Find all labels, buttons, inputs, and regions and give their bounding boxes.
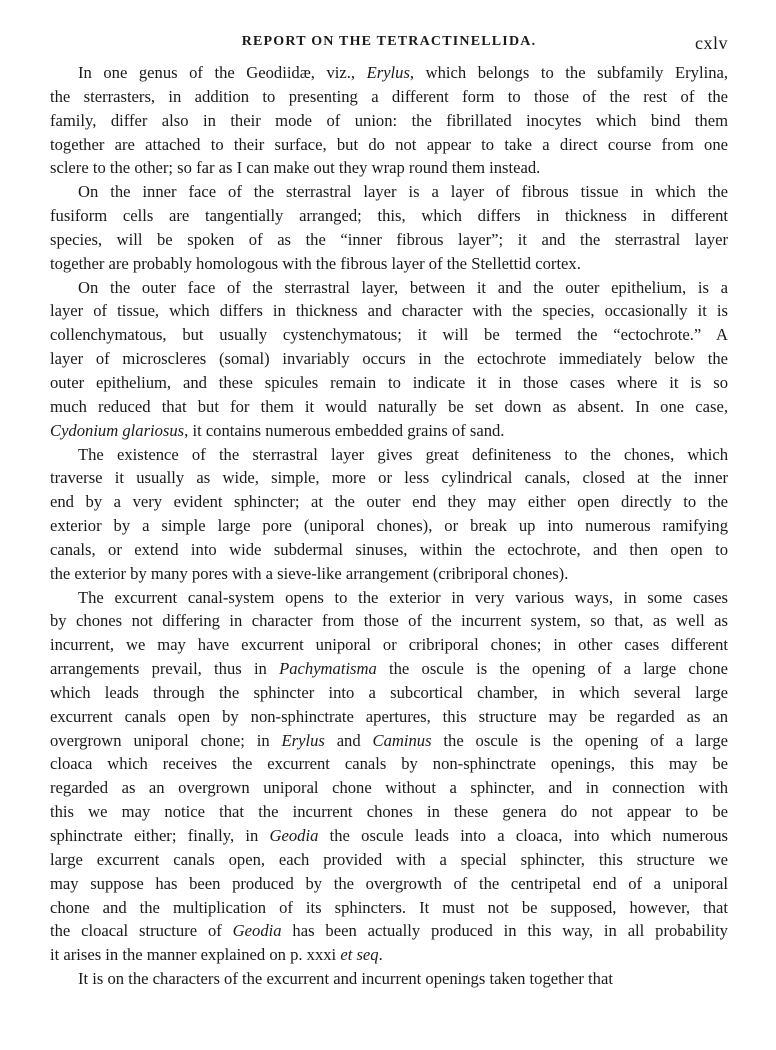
text-line [50,395,728,419]
text-segment: The excurrent canal-system opens to the exterior in very various ways, in some cases [78,587,728,607]
text-line [50,824,728,848]
text-segment: It is on the characters of the excurrent and incurrent openings taken together that [78,969,613,989]
text-segment: the sterrasters, in addition to presenting a different form to those of the rest of the [50,86,728,106]
running-title: REPORT ON THE TETRACTINELLIDA. [241,34,537,49]
text-line [50,609,728,633]
text-line [50,252,728,276]
text-segment: regarded as an overgrown uniporal chone without a sphincter, and in connection with [50,778,728,798]
text-segment: by chones not differing in character from those of the incurrent system, so that, as well as [50,611,728,631]
text-line [50,371,728,395]
paragraph [50,967,728,991]
text-segment: cloaca which receives the excurrent canals by non-sphinctrate openings, this may be [50,754,728,774]
text-segment: the cloacal structure of [50,921,233,941]
text-line [50,180,728,204]
paragraph [50,586,728,968]
text-line [50,562,728,586]
text-segment: outer epithelium, and these spicules remain to indicate it in those cases where it is so [50,372,728,392]
text-segment: excurrent canals open by non-sphinctrate apertures, this structure may be regarded as an [50,706,728,726]
text-segment: layer of tissue, which differs in thickness and character with the species, occasionally it is [50,301,728,321]
text-segment: arrangements prevail, thus in [50,659,280,679]
text-line [50,514,728,538]
text-segment: . [378,945,383,965]
text-segment: this we may notice that the incurrent chones in these genera do not appear to be [50,802,728,822]
text-line [50,943,728,967]
text-line [50,228,728,252]
text-segment: traverse it usually as wide, simple, more or less cylindrical canals, closed at the inner [50,468,728,488]
text-line [50,419,728,443]
text-segment: which leads through the sphincter into a subcortical chamber, in which several large [50,682,728,702]
text-line [50,800,728,824]
text-segment: end by a very evident sphincter; at the outer end they may either open directly to the [50,492,728,512]
text-line [50,443,728,467]
text-segment: and [324,730,373,750]
text-line [50,705,728,729]
text-line [50,633,728,657]
text-line [50,967,728,991]
text-line [50,729,728,753]
text-segment: , which belongs to the subfamily Erylina, [409,63,728,82]
page-number: cxlv [695,33,728,53]
text-segment: much reduced that but for them it would naturally be set down as absent. In one case, [50,396,728,416]
text-line [50,133,728,157]
text-segment: the oscule is the opening of a large chone [376,659,728,679]
text-segment: exterior by a simple large pore (uniporal chones), or break up into numerous ramifying [50,516,728,536]
text-segment: incurrent, we may have excurrent uniporal or cribriporal chones; in other cases different [50,635,728,655]
italic-term: Cydonium glariosus [50,420,185,440]
text-segment: family, differ also in their mode of union: the fibrillated inocytes which bind them [50,110,728,130]
text-segment: sclere to the other; so far as I can make out they wrap round them instead. [50,158,541,178]
text-segment: collenchymatous, but usually cystenchymatous; it will be termed the “ectochrote.” A [50,325,728,345]
text-segment: fusiform cells are tangentially arranged; this, which differs in thickness in different [50,206,728,226]
text-line [50,490,728,514]
text-line [50,919,728,943]
text-line [50,896,728,920]
text-segment: may suppose has been produced by the overgrowth of the centripetal end of a uniporal [50,873,728,893]
text-line [50,586,728,610]
text-segment: In one genus of the Geodiidæ, viz., [78,63,367,82]
text-segment: the oscule is the opening of a large [431,730,728,750]
paragraph [50,61,728,180]
text-segment: the oscule leads into a cloaca, into which numerous [318,826,728,845]
paragraph [50,443,728,586]
text-segment: canals, or extend into wide subdermal sinuses, within the ectochrote, and then open to [50,539,728,559]
text-segment: it arises in the manner explained on p. xxxi [50,945,341,965]
text-line [50,109,728,133]
italic-term: Caminus [372,730,432,750]
italic-term: Erylus [281,730,325,750]
body-text [50,61,728,991]
text-segment: has been actually produced in this way, in all probability [281,921,728,941]
text-line [50,156,728,180]
text-line [50,848,728,872]
italic-term: Pachymatisma [279,659,377,679]
text-line [50,538,728,562]
text-line [50,466,728,490]
page-header [50,34,728,58]
text-segment: On the outer face of the sterrastral layer, between it and the outer epithelium, is a [78,277,728,297]
text-line [50,323,728,347]
text-line [50,85,728,109]
paragraph [50,276,728,443]
text-line [50,299,728,323]
text-line [50,657,728,681]
italic-term: Geodia [269,826,319,845]
text-line [50,752,728,776]
text-line [50,61,728,85]
italic-term: Erylus [366,63,410,82]
text-segment: together are probably homologous with the fibrous layer of the Stellettid cortex. [50,253,581,273]
text-segment: species, will be spoken of as the “inner fibrous layer”; it and the sterrastral layer [50,229,728,249]
text-line [50,872,728,896]
text-segment: sphinctrate either; finally, in [50,826,270,845]
text-line [50,204,728,228]
text-segment: layer of microscleres (somal) invariably occurs in the ectochrote immediately below the [50,349,728,369]
text-line [50,776,728,800]
paragraph [50,180,728,275]
text-segment: together are attached to their surface, but do not appear to take a direct course from one [50,134,728,154]
text-segment: large excurrent canals open, each provided with a special sphincter, this structure we [50,849,728,869]
text-segment: The existence of the sterrastral layer gives great definiteness to the chones, which [78,444,728,464]
text-line [50,681,728,705]
italic-term: et seq [340,945,379,965]
text-line [50,347,728,371]
text-segment: the exterior by many pores with a sieve-like arrangement (cribriporal chones). [50,563,569,583]
text-segment: , it contains numerous embedded grains of sand. [184,420,505,440]
text-segment: chone and the multiplication of its sphincters. It must not be supposed, however, that [50,897,728,917]
text-segment: overgrown uniporal chone; in [50,730,282,750]
italic-term: Geodia [232,921,282,941]
text-line [50,276,728,300]
text-segment: On the inner face of the sterrastral layer is a layer of fibrous tissue in which the [78,182,728,202]
